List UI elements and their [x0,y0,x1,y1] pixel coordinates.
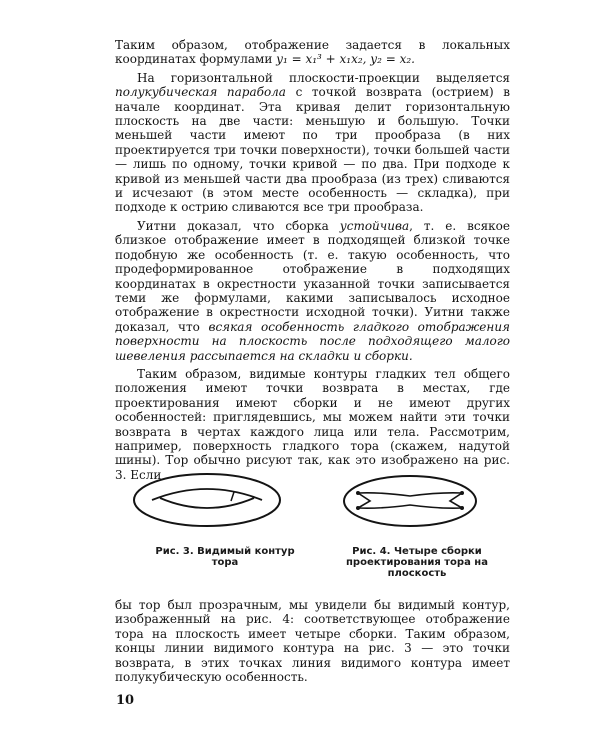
italic-text: y₁ = x₁³ + x₁x₂, y₂ = x₂. [276,52,415,67]
text-run: На горизонтальной плоскости-проекции выделяется [137,70,510,85]
figure-4 [340,472,480,530]
text-run: , т. е. всякое близкое отображение имеет в подходящей близкой точке подобную же особенность (т. е. такую особенность, что продеформированное отображение в подходящих координатах в окрестности указанной точки записывается теми же формулами, какими записывалось исходное отображение в окрестности исходной точки). Уитни также доказал, что [115,218,510,334]
paragraph [115,367,510,482]
figures-row [130,470,500,595]
text-run: с точкой возврата (острием) в начале координат. Эта кривая делит горизонтальную плоскость на две части: меньшую и большую. Точки меньшей части имеют по три прообраза (в них проектируется три точки поверхности), точки большей части — лишь по одному, точки кривой — по два. При подходе к кривой из меньшей части два прообраза (из трех) сливаются и исчезают (в этом месте особенность — складка), при подходе к острию сливаются все три прообраза. [115,85,510,215]
torus-visible-contour-icon [130,470,285,530]
italic-text: устойчива [339,218,410,233]
paragraph [115,219,510,363]
paragraph [115,38,510,67]
torus-four-cusps-icon [340,472,480,530]
text-run: Таким образом, отображение задается в локальных координатах формулами [115,38,510,67]
paragraph-continuation: бы тор был прозрачным, мы увидели бы видимый контур, изображенный на рис. 4: соответствующее отображение тора на плоскость имеет четыре сборки. Таким образом, концы линии видимого контура на рис. 3 — это точки возврата, в этих точках линия видимого контура имеет полукубическую особенность. [115,598,510,685]
lower-text-block [115,598,510,684]
page-number: 10 [116,693,135,708]
text-run: Таким образом, видимые контуры гладких тел общего положения имеют точки возврата в местах, где проектирования имеют сборки и не имеют других особенностей: приглядевшись, мы можем найти эти точки возврата в чертах каждого лица или тела. Рассмотрим, например, поверхность гладкого тора (скажем, надутой шины). Тор обычно рисуют так, как это изображено на рис. 3. Если [115,366,510,482]
figure-3 [130,470,285,530]
page-body [115,38,510,482]
paragraph [115,71,510,215]
italic-text: полукубическая парабола [115,85,286,100]
text-run: Уитни доказал, что сборка [137,218,340,233]
italic-text: всякая особенность гладкого отображения поверхности на плоскость после подходящего малого шевеления рассыпается на складки и сборки. [115,319,510,363]
figure-3-caption: Рис. 3. Видимый контур тора [155,546,295,568]
figure-4-caption: Рис. 4. Четыре сборки проектирования тора на плоскость [346,546,488,579]
